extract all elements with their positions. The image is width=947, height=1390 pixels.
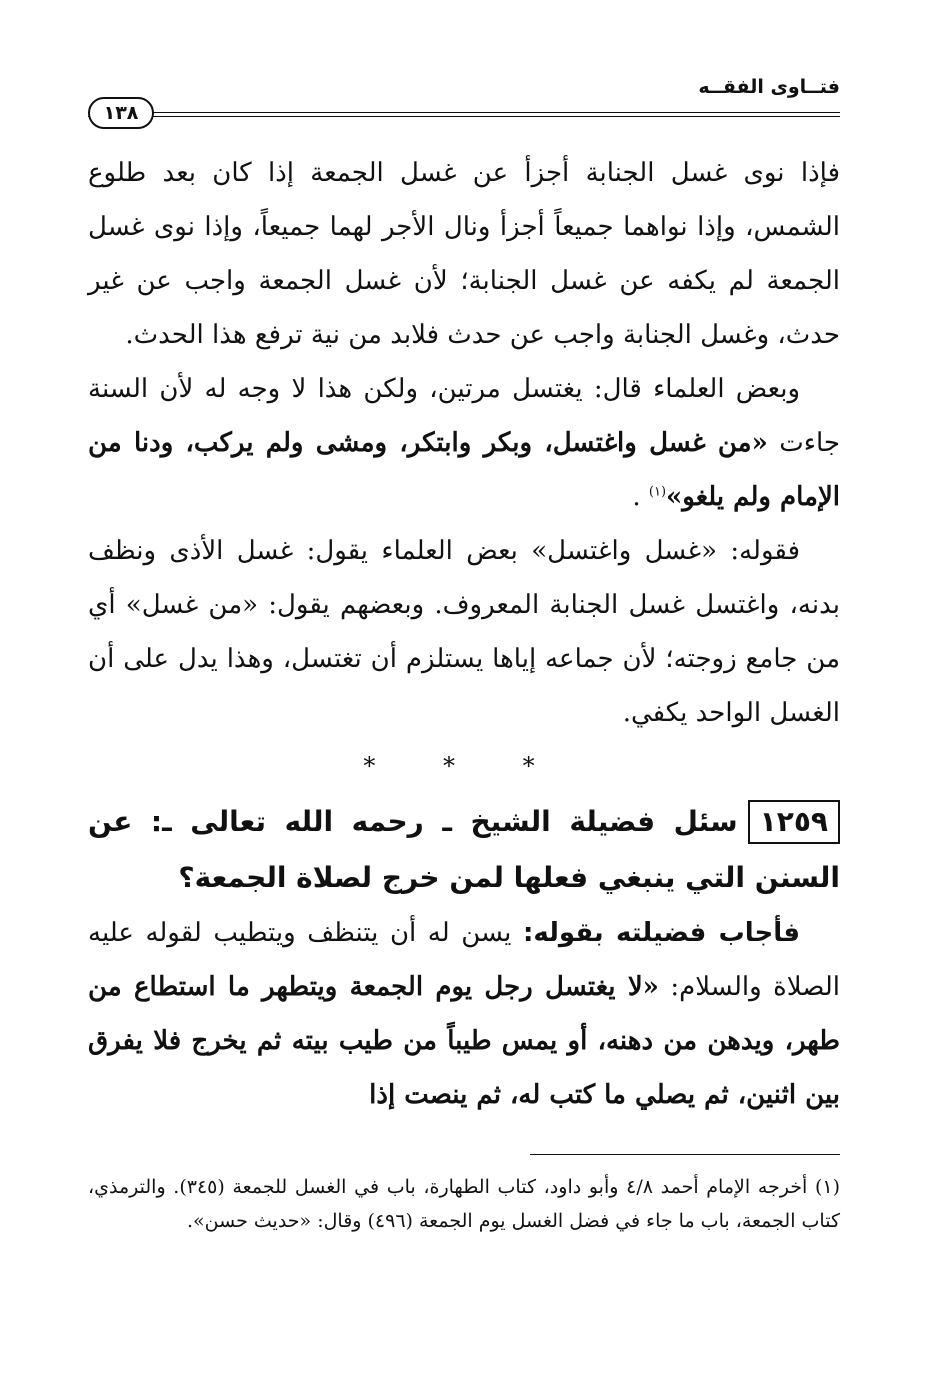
paragraph-2-text: وبعض العلماء قال: يغتسل مرتين، ولكن هذا لا وجه له لأن السنة جاءت: [88, 374, 841, 458]
paragraph-1: فإذا نوى غسل الجنابة أجزأ عن غسل الجمعة إذا كان بعد طلوع الشمس، وإذا نواهما جميعاً أجزأ ونال الأجر لهما جميعاً، وإذا نوى غسل الجمعة لم يكفه عن غسل الجنابة؛ لأن غسل الجمعة واجب عن غير حدث، وغسل الجنابة واجب عن حدث فلابد من نية ترفع هذا الحدث.: [88, 158, 840, 350]
footnote-1: (١) أخرجه الإمام أحمد ٤/٨ وأبو داود، كتاب الطهارة، باب في الغسل للجمعة (٣٤٥). والترمذي، كتاب الجمعة، باب ما جاء في فضل الغسل يوم الجمعة (٤٩٦) وقال: «حديث حسن».: [88, 1176, 841, 1232]
question-text: سئل فضيلة الشيخ ـ رحمه الله تعالى ـ: عن السنن التي ينبغي فعلها لمن خرج لصلاة الجمعة؟: [88, 805, 840, 894]
running-title: فتــاوى الفقــه: [698, 76, 840, 98]
book-page: [88, 60, 840, 1320]
page-number: ١٣٨: [88, 97, 154, 129]
paragraph-2: [88, 362, 840, 524]
question-block: [88, 794, 840, 906]
answer-hadith: «لا يغتسل رجل يوم الجمعة ويتطهر ما استطاع من طهر، ويدهن من دهنه، أو يمس طيباً من طيب بيته ثم يخرج فلا يفرق بين اثنين، ثم يصلي ما كتب له، ثم ينصت إذا: [88, 972, 840, 1110]
header-rule: [88, 112, 840, 117]
section-separator: * * *: [363, 752, 565, 780]
answer-text: يسن له أن يتنظف ويتطيب لقوله عليه الصلاة والسلام:: [88, 918, 841, 1002]
answer-lead: فأجاب فضيلته بقوله:: [522, 918, 800, 948]
paragraph-2-end: .: [632, 482, 649, 512]
footnotes: [88, 1170, 840, 1238]
question-number: ١٢٥٩: [748, 800, 840, 844]
answer-paragraph: [88, 906, 840, 1122]
main-text: [88, 146, 840, 1122]
footnote-rule: [530, 1154, 840, 1155]
hadith-quote: «من غسل واغتسل، وبكر وابتكر، ومشى ولم يركب، ودنا من الإمام ولم يلغو»: [88, 428, 840, 512]
paragraph-3: فقوله: «غسل واغتسل» بعض العلماء يقول: غسل الأذى ونظف بدنه، واغتسل غسل الجنابة المعروف. وبعضهم يقول: «من غسل» أي من جامع زوجته؛ لأن جماعه إياها يستلزم أن تغتسل، وهذا يدل على أن الغسل الواحد يكفي.: [88, 536, 840, 728]
footnote-reference[interactable]: (١): [648, 484, 667, 500]
